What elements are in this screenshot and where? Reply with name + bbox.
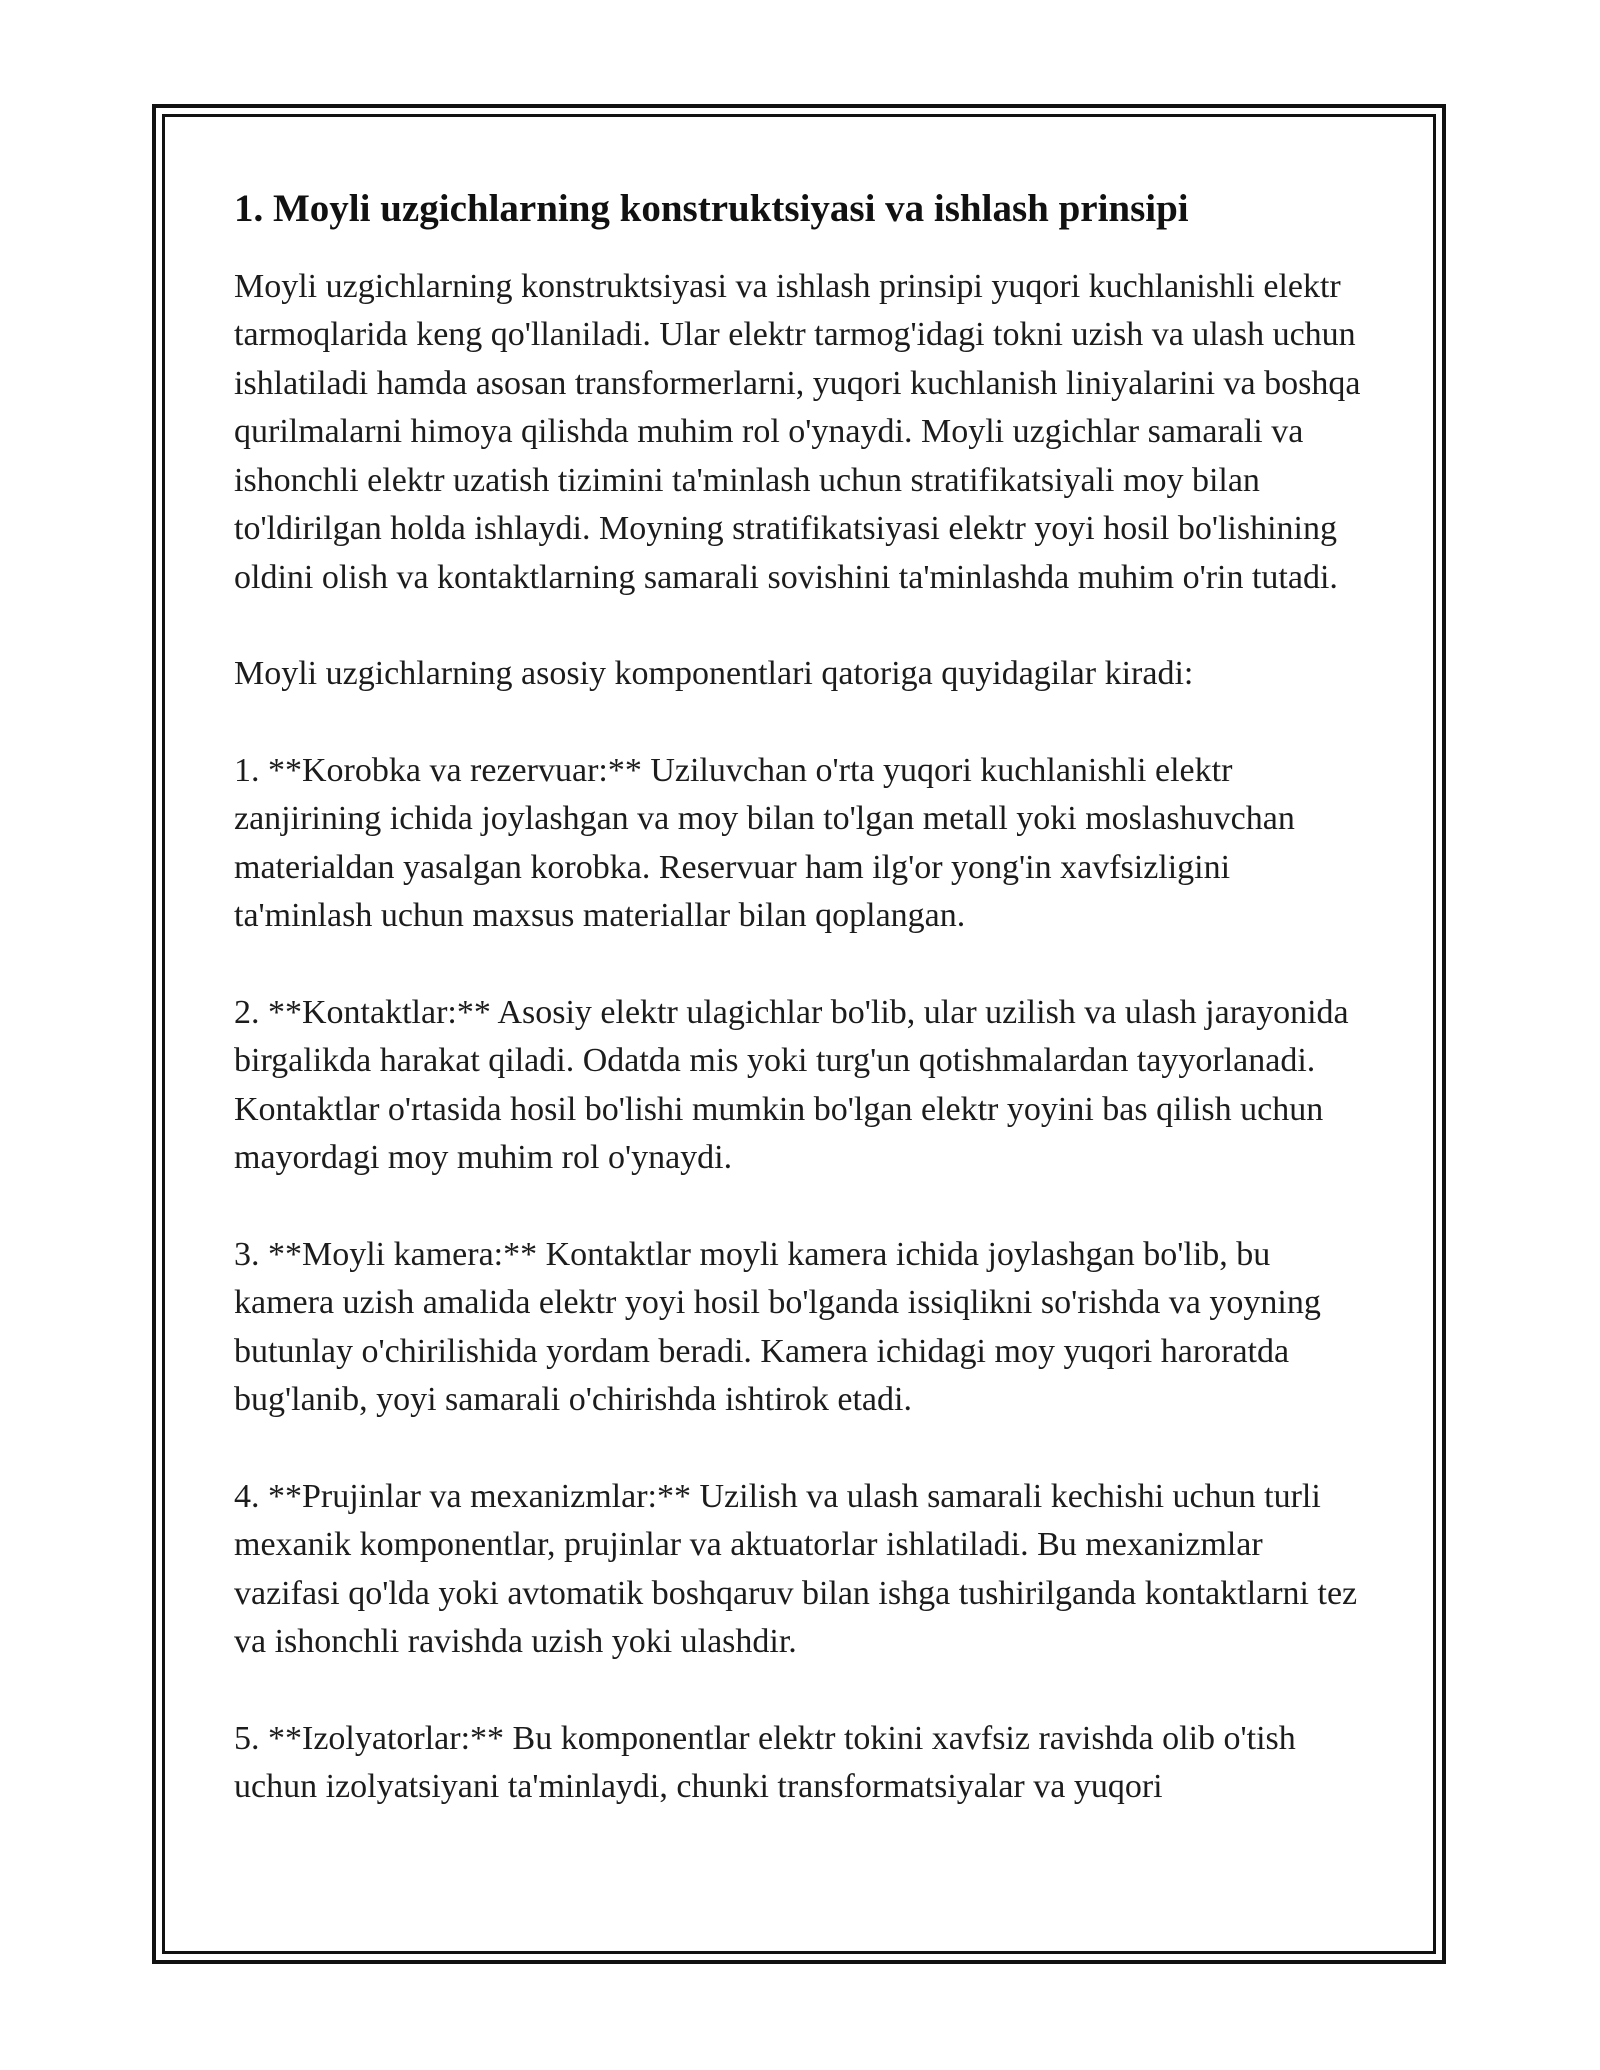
list-item-kontaktlar: 2. **Kontaktlar:** Asosiy elektr ulagichlar bo'lib, ular uzilish va ulash jarayonida birgalikda harakat qiladi. Odatda mis yoki turg'un qotishmalardan tayyorlanadi. Kontaktlar o'rtasida hosil bo'lishi mumkin bo'lgan elektr yoyini bas qilish uchun mayordagi moy muhim rol o'ynaydi.: [234, 993, 1349, 1177]
list-item-moyli-kamera: 3. **Moyli kamera:** Kontaktlar moyli kamera ichida joylashgan bo'lib, bu kamera uzish amalida elektr yoyi hosil bo'lganda issiqlikni so'rishda va yoyning butunlay o'chirilishida yordam beradi. Kamera ichidagi moy yuqori haroratda bug'lanib, yoyi samarali o'chirishda ishtirok etadi.: [234, 1235, 1321, 1419]
intro-paragraph: Moyli uzgichlarning konstruktsiyasi va ishlash prinsipi yuqori kuchlanishli elektr tarmoqlarida keng qo'llaniladi. Ular elektr tarmog'idagi tokni uzish va ulash uchun ishlatiladi hamda asosan transformerlarni, yuqori kuchlanish liniyalarini va boshqa qurilmalarni himoya qilishda muhim rol o'ynaydi. Moyli uzgichlar samarali va ishonchli elektr uzatish tizimini ta'minlash uchun stratifikatsiyali moy bilan to'ldirilgan holda ishlaydi. Moyning stratifikatsiyasi elektr yoyi hosil bo'lishining oldini olish va kontaktlarning samarali sovishini ta'minlashda muhim o'rin tutadi.: [234, 267, 1361, 596]
list-item-korobka: 1. **Korobka va rezervuar:** Uziluvchan o'rta yuqori kuchlanishli elektr zanjirining ichida joylashgan va moy bilan to'lgan metall yoki moslashuvchan materialdan yasalgan korobka. Reservuar ham ilg'or yong'in xavfsizligini ta'minlash uchun maxsus materiallar bilan qoplangan.: [234, 751, 1295, 935]
list-item-prujinlar: 4. **Prujinlar va mexanizmlar:** Uzilish va ulash samarali kechishi uchun turli mexanik komponentlar, prujinlar va aktuatorlar ishlatiladi. Bu mexanizmlar vazifasi qo'lda yoki avtomatik boshqaruv bilan ishga tushirilganda kontaktlarni tez va ishonchli ravishda uzish yoki ulashdir.: [234, 1477, 1358, 1661]
list-item-izolyatorlar: 5. **Izolyatorlar:** Bu komponentlar elektr tokini xavfsiz ravishda olib o'tish uchun izolyatsiyani ta'minlaydi, chunki transformatsiyalar va yuqori: [234, 1719, 1296, 1806]
components-intro-paragraph: Moyli uzgichlarning asosiy komponentlari qatoriga quyidagilar kiradi:: [234, 655, 1194, 693]
document-title: 1. Moyli uzgichlarning konstruktsiyasi va ishlash prinsipi: [234, 187, 1189, 230]
document-body: [234, 186, 1374, 1812]
